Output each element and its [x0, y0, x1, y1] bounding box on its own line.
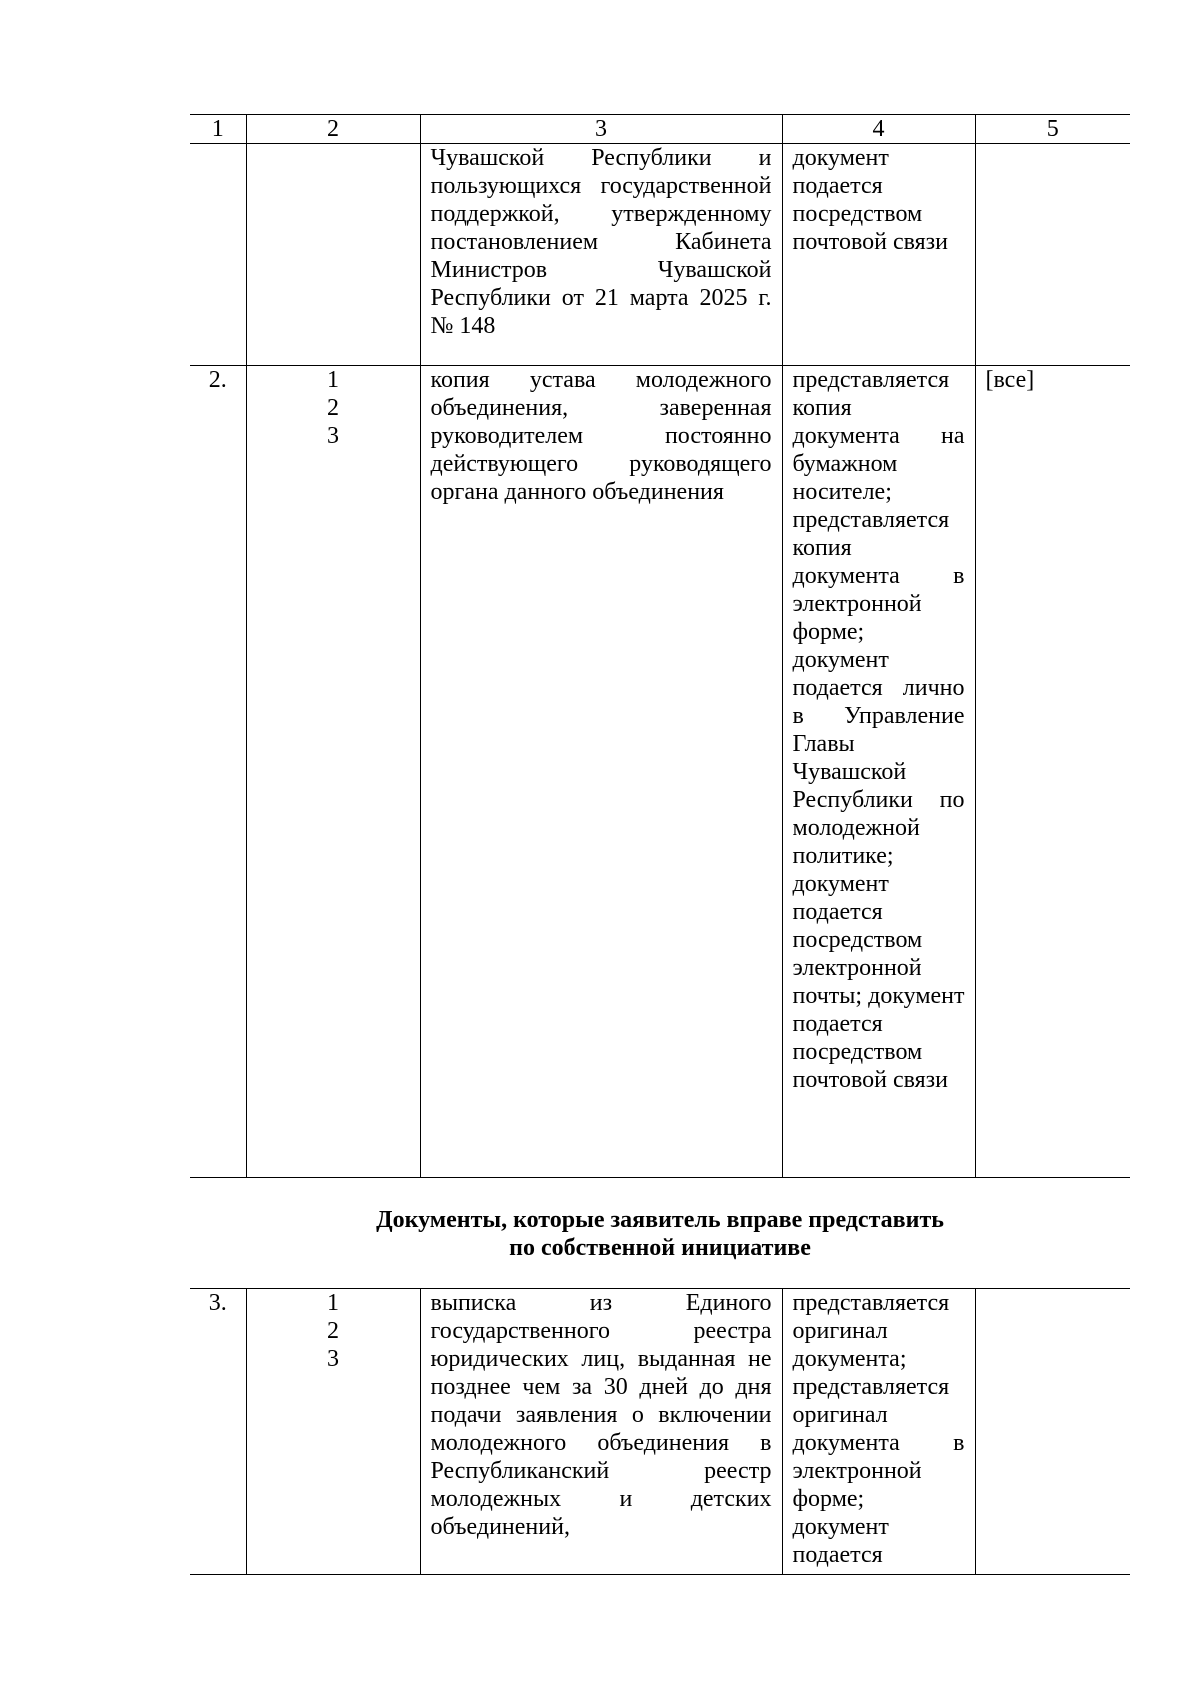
row-applies	[975, 1289, 1130, 1575]
row-number	[190, 144, 246, 366]
row-applies	[975, 144, 1130, 366]
row-description: копия устава молодежного объединения, заверенная руководителем постоянно действующего руководящего органа данного объединения	[420, 366, 782, 1178]
header-cell: 3	[420, 115, 782, 144]
code-item: 3	[327, 423, 339, 449]
table-header-row	[190, 115, 1130, 144]
table-row	[190, 144, 1130, 366]
code-item: 1	[327, 367, 339, 393]
requirements-table-top	[190, 114, 1130, 1178]
header-cell: 2	[246, 115, 420, 144]
code-item: 1	[327, 1290, 339, 1316]
row-codes	[246, 366, 420, 1178]
header-cell: 4	[782, 115, 975, 144]
row-codes	[246, 144, 420, 366]
requirements-table-bottom	[190, 1288, 1130, 1575]
row-number: 2.	[190, 366, 246, 1178]
code-item: 2	[327, 1318, 339, 1344]
header-cell: 5	[975, 115, 1130, 144]
section-heading	[330, 1206, 990, 1262]
section-heading-line: по собственной инициативе	[509, 1235, 811, 1261]
table-row	[190, 1289, 1130, 1575]
code-item: 3	[327, 1346, 339, 1372]
row-number: 3.	[190, 1289, 246, 1575]
header-cell: 1	[190, 115, 246, 144]
row-codes	[246, 1289, 420, 1575]
code-item: 2	[327, 395, 339, 421]
row-description: Чувашской Республики и пользующихся государственной поддержкой, утвержденному постановлением Кабинета Министров Чувашской Республики от 21 марта 2025 г. № 148	[420, 144, 782, 366]
row-description: выписка из Единого государственного реестра юридических лиц, выданная не позднее чем за 30 дней до дня подачи заявления о включении молодежного объединения в Республиканский реестр молодежных и детских объединений,	[420, 1289, 782, 1575]
row-method: представляется оригинал документа; представляется оригинал документа в электронной форме; документ подается	[782, 1289, 975, 1575]
row-method: документ подается посредством почтовой связи	[782, 144, 975, 366]
section-heading-line: Документы, которые заявитель вправе представить	[376, 1207, 944, 1233]
table-row	[190, 366, 1130, 1178]
row-applies: [все]	[975, 366, 1130, 1178]
row-method: представляется копия документа на бумажном носителе; представляется копия документа в электронной форме; документ подается лично в Управление Главы Чувашской Республики по молодежной политике; документ подается посредством электронной почты; документ подается посредством почтовой связи	[782, 366, 975, 1178]
